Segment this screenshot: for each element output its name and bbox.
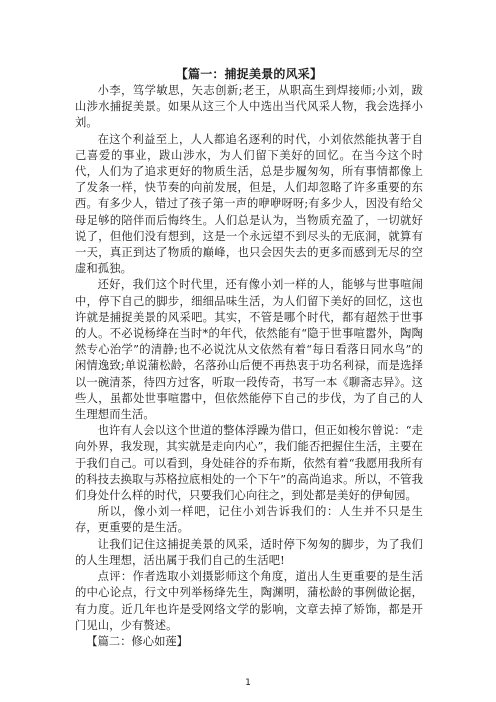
paragraph-conclusion: 所以，像小刘一样吧，记住小刘告诉我们的：人生并不只是生存，更重要的是生活。 (75, 505, 423, 535)
document-body (75, 66, 423, 650)
next-section-title: 【篇二：修心如莲】 (86, 634, 188, 648)
paragraph-era: 在这个利益至上，人人都追名逐利的时代，小刘依然能执著于自己喜爱的事业，跋山涉水，为人们留下美好的回忆。在当今这个时代，人们为了追求更好的物质生活，总是步履匆匆，所有事情都像上了发条一样，快节奏的向前发展，但是，人们却忽略了许多重要的东西。有多少人，错过了孩子第一声的咿咿呀呀;有多少人，因没有给父母足够的陪伴而后悔终生。人们总是认为，当物质充盈了，一切就好说了，但他们没有想到，这是一个永远望不到尽头的无底洞，就算有一天，真正到达了物质的巅峰，也只会因失去的更多而感到无尽的空虚和孤独。 (75, 132, 423, 276)
paragraph-comment: 点评：作者选取小刘摄影师这个角度，道出人生更重要的是生活的中心论点，行文中列举杨绛先生，陶渊明，蒲松龄的事例做论据，有力度。近几年也许是受网络文学的影响，文章去掉了矫饰，都是开门见山，少有赘述。 (75, 570, 423, 632)
paragraph-examples: 还好，我们这个时代里，还有像小刘一样的人，能够与世事喧闹中，停下自己的脚步，细细品味生活，为人们留下美好的回忆，这也许就是捕捉美景的风采吧。其实，不管是哪个时代，都有超然于世事的人。不必说杨绛在当时*的年代，依然能有“隐于世事喧嚣外，陶陶然专心治学”的清静;也不必说沈从文依然有着“每日看落日同水鸟”的闲情逸致;单说蒲松龄，名落孙山后便不再热衷于功名利禄，而是选择以一碗清茶，待四方过客，听取一段传奇，书写一本《聊斋志异》。这些人，虽都处世事喧嚣中，但依然能停下自己的步伐，为了自己的人生理想而生活。 (75, 278, 423, 422)
section-title: 【篇一：捕捉美景的风采】 (175, 67, 323, 81)
paragraph-argument: 也许有人会以这个世道的整体浮躁为借口，但正如梭尔曾说：“走向外界，我发现，其实就是走向内心”，我们能否把握住生活，主要在于我们自己。可以看到，身处硅谷的乔布斯，依然有着“我愿用我所有的科技去换取与苏格拉底相处的一个下午”的高尚追求。所以，不管我们身处什么样的时代，只要我们心向往之，到处都是美好的伊甸园。 (75, 424, 423, 503)
paragraph-closing: 让我们记住这捕捉美景的风采，适时停下匆匆的脚步，为了我们的人生理想，活出属于我们自己的生活吧! (75, 537, 423, 567)
paragraph-intro: 小李，笃学敏思，矢志创新;老王，从职高生到焊接师;小刘，跋山涉水捕捉美景。如果从这三个人中选出当代风采人物，我会选择小刘。 (75, 84, 423, 130)
page-number: 1 (245, 678, 251, 688)
